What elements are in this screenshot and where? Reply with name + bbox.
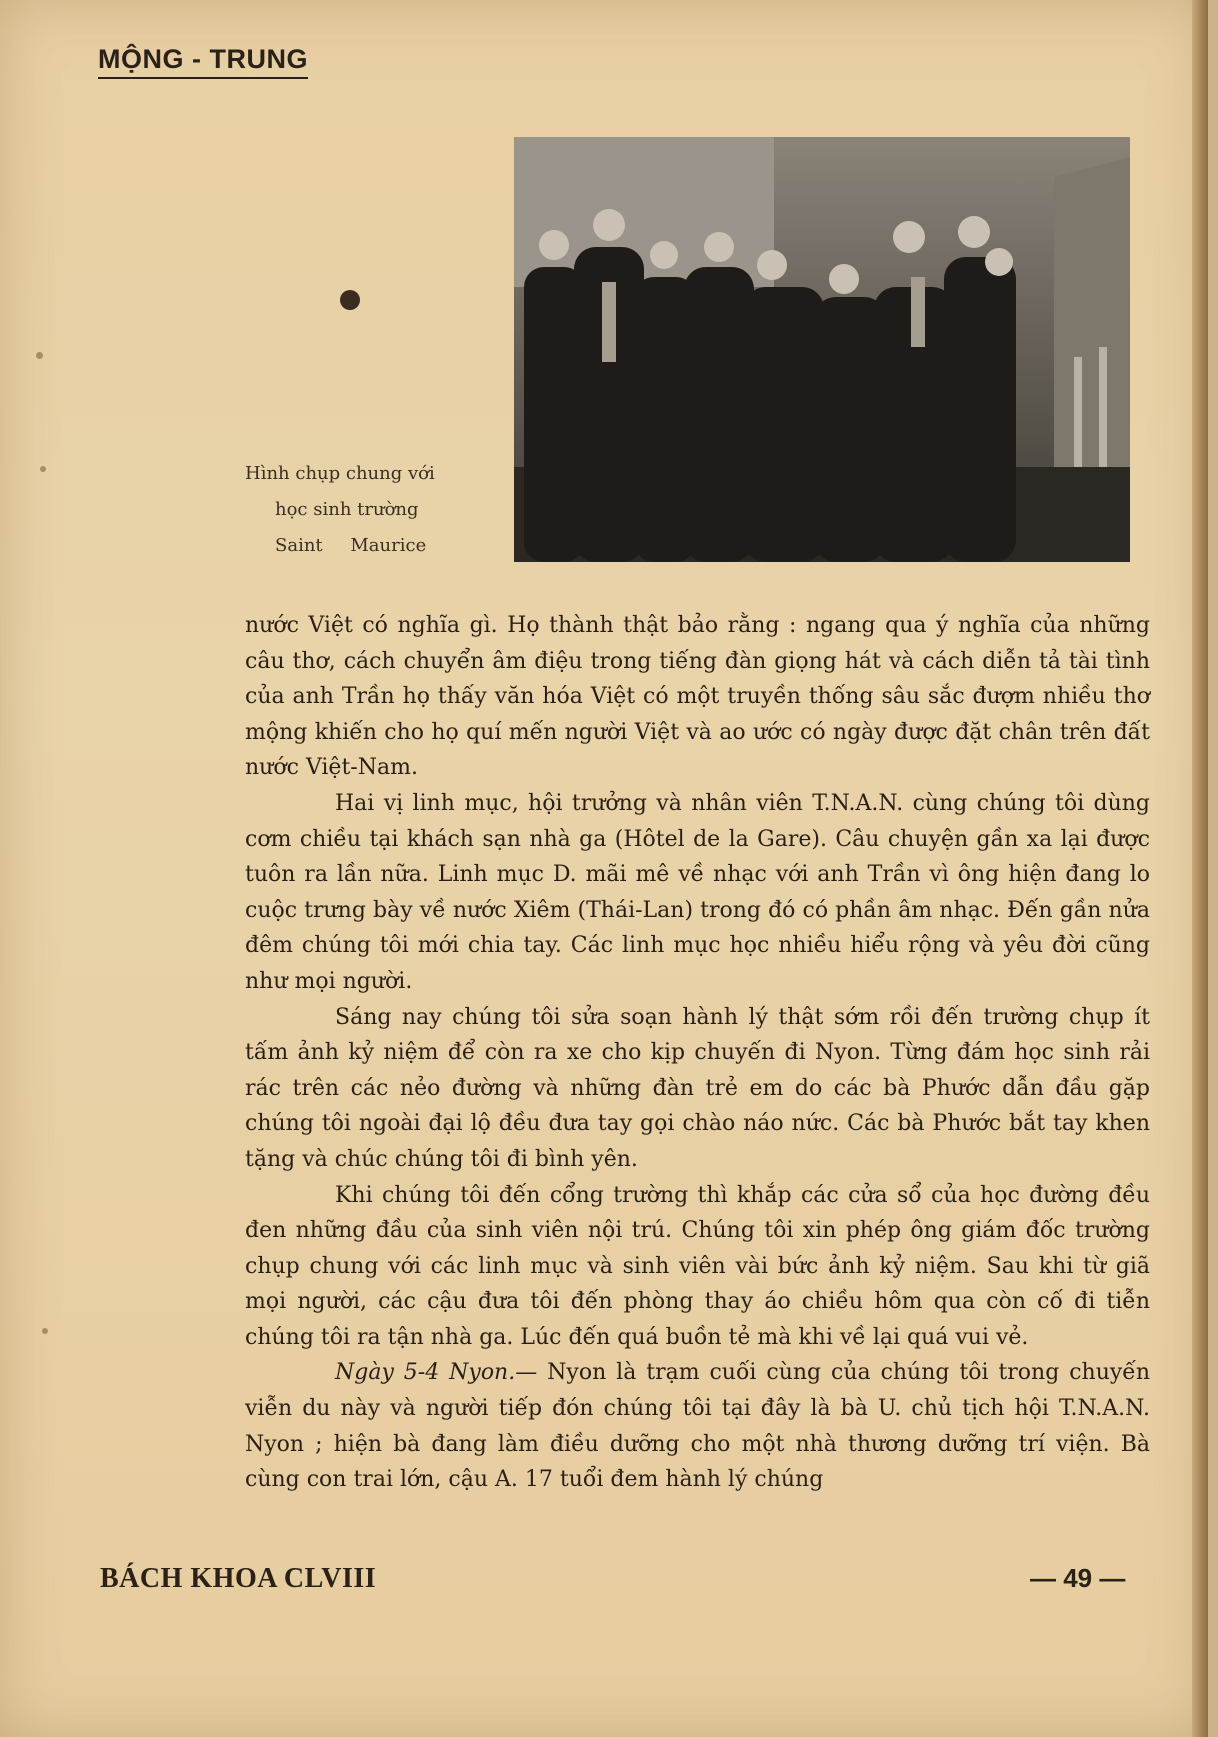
bullet-icon bbox=[340, 290, 360, 310]
paper-blemish bbox=[36, 352, 43, 359]
date-heading: Ngày 5-4 Nyon. bbox=[335, 1360, 516, 1386]
paper-blemish bbox=[40, 466, 46, 472]
page-edge bbox=[1192, 0, 1208, 1737]
paragraph: Khi chúng tôi đến cổng trường thì khắp các cửa sổ của học đường đều đen những đầu của sinh viên nội trú. Chúng tôi xin phép ông giám đốc trường chụp chung với các linh mục và sinh viên vài bức ảnh kỷ niệm. Sau khi từ giã mọi người, các cậu đưa tôi đến phòng thay áo chiều hôm qua còn cố đi tiễn chúng tôi ra tận nhà ga. Lúc đến quá buồn tẻ mà khi về lại quá vui vẻ. bbox=[245, 1182, 1150, 1350]
group-photo bbox=[514, 137, 1130, 562]
photo-caption bbox=[245, 456, 475, 564]
article-body bbox=[245, 608, 1150, 1498]
header-author: MỘNG - TRUNG bbox=[98, 44, 308, 79]
paragraph bbox=[245, 1355, 1150, 1497]
page-number: — 49 — bbox=[1030, 1563, 1126, 1593]
paragraph: Sáng nay chúng tôi sửa soạn hành lý thật sớm rồi đến trường chụp ít tấm ảnh kỷ niệm để còn ra xe cho kịp chuyến đi Nyon. Từng đám học sinh rải rác trên các nẻo đường và những đàn trẻ em do các bà Phước dẫn đầu gặp chúng tôi ngoài đại lộ đều đưa tay gọi chào náo nức. Các bà Phước bắt tay khen tặng và chúc chúng tôi đi bình yên. bbox=[245, 1004, 1150, 1172]
journal-name: BÁCH KHOA CLVIII bbox=[100, 1563, 377, 1594]
group-photo-image bbox=[514, 137, 1130, 562]
paragraph: nước Việt có nghĩa gì. Họ thành thật bảo rằng : ngang qua ý nghĩa của những câu thơ, cách chuyển âm điệu trong tiếng đàn giọng hát và cách diễn tả tài tình của anh Trần họ thấy văn hóa Việt có một truyền thống sâu sắc đượm nhiều thơ mộng khiến cho họ quí mến người Việt và ao ước có ngày được đặt chân trên đất nước Việt-Nam. bbox=[245, 613, 1150, 781]
paragraph-text: — Nyon là trạm cuối cùng của chúng tôi trong chuyến viễn du này và người tiếp đón chúng tôi tại đây là bà U. chủ tịch hội T.N.A.N. Nyon ; hiện bà đang làm điều dưỡng cho một nhà thương dưỡng trí viện. Bà cùng con trai lớn, cậu A. 17 tuổi đem hành lý chúng bbox=[245, 1360, 1150, 1493]
paper-blemish bbox=[42, 1328, 48, 1334]
caption-line: Hình chụp chung với bbox=[245, 463, 435, 484]
paragraph: Hai vị linh mục, hội trưởng và nhân viên T.N.A.N. cùng chúng tôi dùng cơm chiều tại khách sạn nhà ga (Hôtel de la Gare). Câu chuyện gần xa lại được tuôn ra lần nữa. Linh mục D. mãi mê về nhạc với anh Trần vì ông hiện đang lo cuộc trưng bày về nước Xiêm (Thái-Lan) trong đó có phần âm nhạc. Đến gần nửa đêm chúng tôi mới chia tay. Các linh mục học nhiều hiểu rộng và yêu đời cũng như mọi người. bbox=[245, 790, 1150, 994]
caption-line: học sinh trường bbox=[275, 499, 419, 520]
caption-line: Saint Maurice bbox=[275, 535, 427, 556]
